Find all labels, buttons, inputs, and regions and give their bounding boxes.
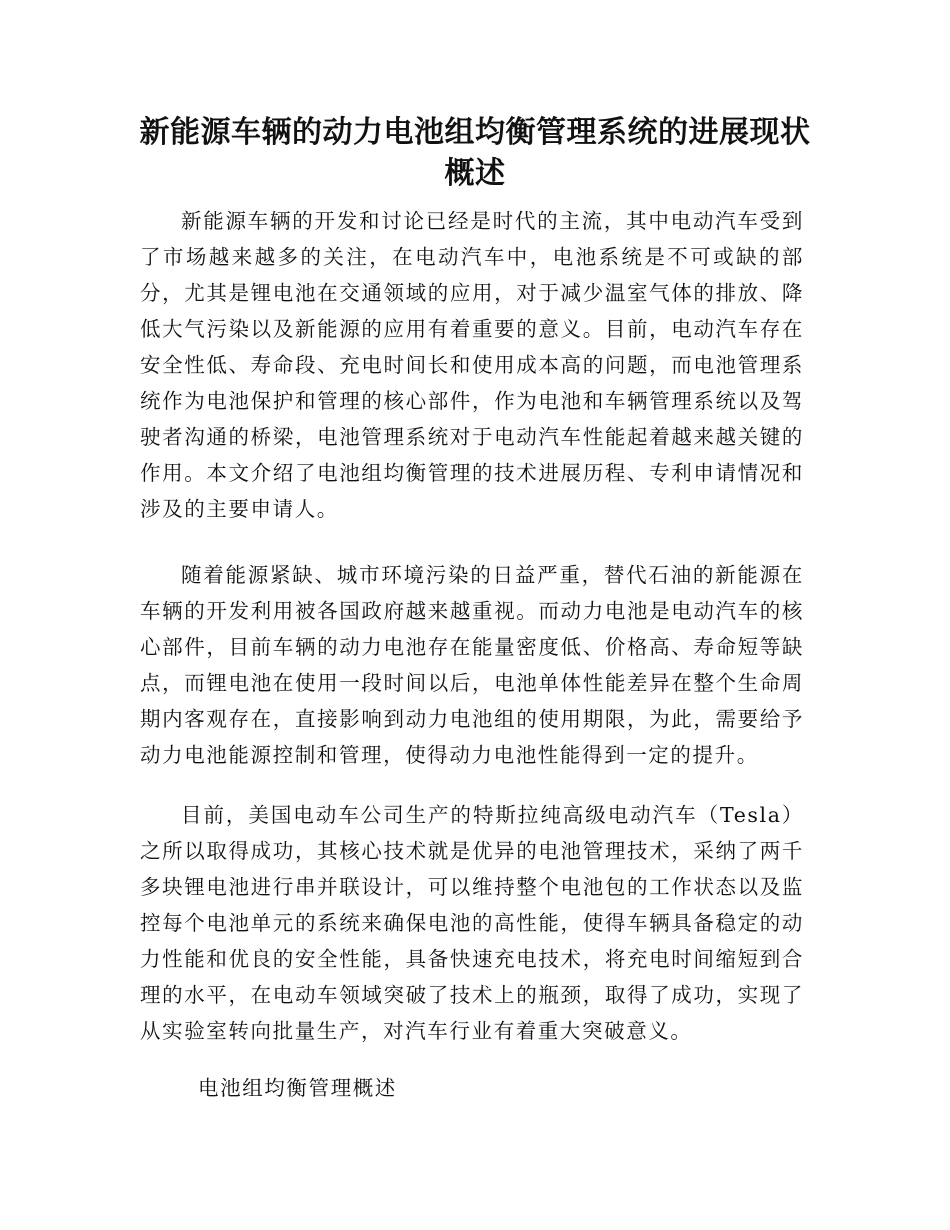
paragraph-background: 随着能源紧缺、城市环境污染的日益严重，替代石油的新能源在车辆的开发利用被各国政府越来越重视。而动力电池是电动汽车的核心部件，目前车辆的动力电池存在能量密度低、价格高、寿命短等缺点，而锂电池在使用一段时间以后，电池单体性能差异在整个生命周期内客观存在，直接影响到动力电池组的使用期限，为此，需要给予动力电池能源控制和管理，使得动力电池性能得到一定的提升。 (140, 563, 804, 767)
section-heading: 电池组均衡管理概述 (198, 1076, 397, 1100)
document-title: 新能源车辆的动力电池组均衡管理系统的进展现状概述 (139, 115, 811, 191)
paragraph-tesla: 目前，美国电动车公司生产的特斯拉纯高级电动汽车（Tesla）之所以取得成功，其核心技术就是优异的电池管理技术，采纳了两千多块锂电池进行串并联设计，可以维持整个电池包的工作状态以及监控每个电池单元的系统来确保电池的高性能，使得车辆具备稳定的动力性能和优良的安全性能，具备快速充电技术，将充电时间缩短到合理的水平，在电动车领域突破了技术上的瓶颈，取得了成功，实现了从实验室转向批量生产，对汽车行业有着重大突破意义。 (140, 803, 804, 1043)
paragraph-intro: 新能源车辆的开发和讨论已经是时代的主流，其中电动汽车受到了市场越来越多的关注，在电动汽车中，电池系统是不可或缺的部分，尤其是锂电池在交通领域的应用，对于减少温室气体的排放、降低大气污染以及新能源的应用有着重要的意义。目前，电动汽车存在安全性低、寿命段、充电时间长和使用成本高的问题，而电池管理系统作为电池保护和管理的核心部件，作为电池和车辆管理系统以及驾驶者沟通的桥梁，电池管理系统对于电动汽车性能起着越来越关键的作用。本文介绍了电池组均衡管理的技术进展历程、专利申请情况和涉及的主要申请人。 (140, 209, 804, 521)
